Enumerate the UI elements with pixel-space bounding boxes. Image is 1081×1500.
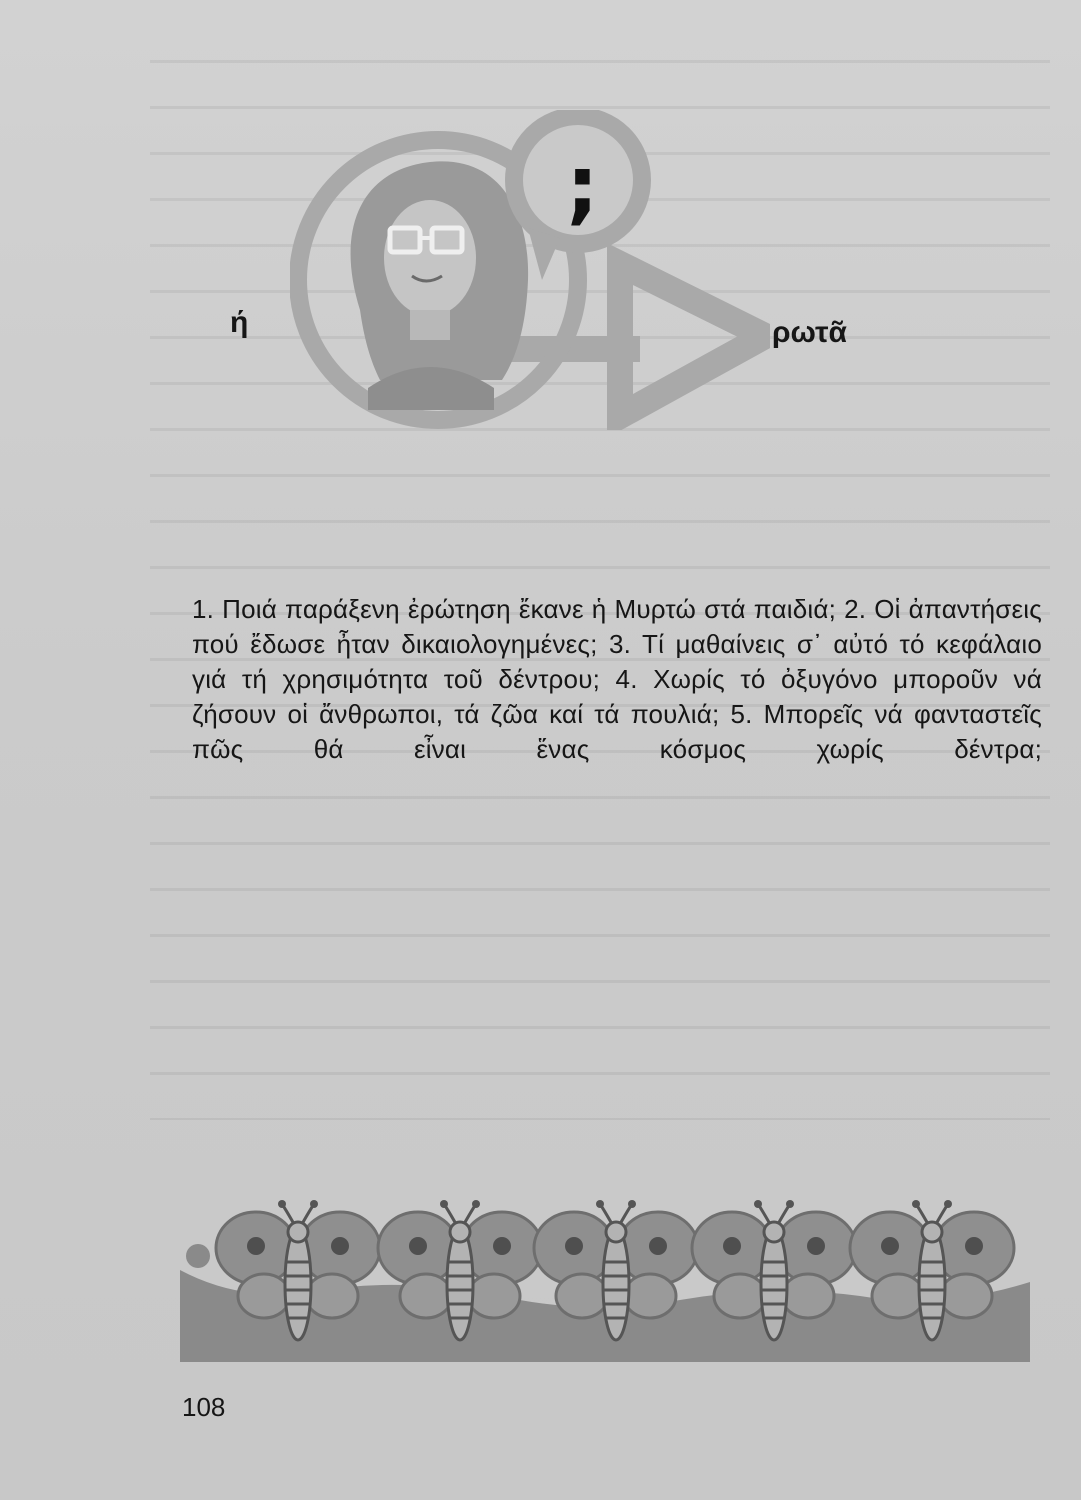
illustration-right-word: ρωτᾶ (772, 316, 847, 349)
comprehension-questions (192, 592, 1042, 767)
semicolon-symbol: ; (566, 139, 599, 234)
page-number: 108 (182, 1392, 226, 1422)
questions-text: 1. Ποιά παράξενη ἐρώτηση ἔκανε ἡ Μυρτώ στά παιδιά; 2. Οἱ ἀπαντήσεις πού ἔδωσε ἦταν δικαιολογημένες; 3. Τί μαθαίνεις σ᾽ αὐτό τό κεφάλαιο γιά τή χρησιμότητα τοῦ δέντρου; 4. Χωρίς τό ὀξυγόνο μποροῦν νά ζήσουν οἱ ἄνθρωποι, τά ζῶα καί τά πουλιά; 5. Μπορεῖς νά φανταστεῖς πῶς θά εἶναι ἕνας κόσμος χωρίς δέντρα; (192, 594, 1042, 764)
question-illustration (290, 110, 770, 430)
butterfly-border (180, 1192, 1030, 1362)
illustration-left-word: ή (230, 306, 249, 339)
